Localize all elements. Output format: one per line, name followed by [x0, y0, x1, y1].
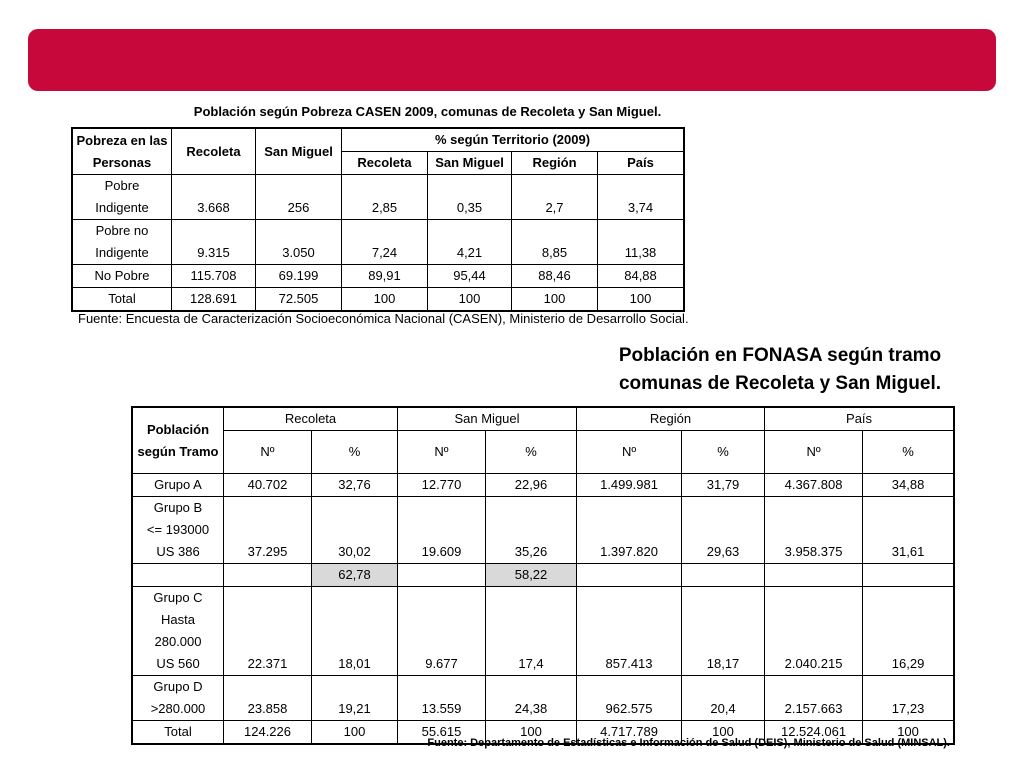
- table-cell: 9.315: [172, 220, 256, 265]
- table-cell: 40.702: [224, 474, 312, 497]
- row-label-line: [136, 564, 220, 586]
- table-cell: [765, 564, 863, 587]
- table-cell: 100: [428, 288, 512, 311]
- row-label-line: Grupo A: [154, 477, 202, 492]
- row-label-line: 280.000: [154, 634, 202, 649]
- table-cell: 3.050: [256, 220, 342, 265]
- table1-subheader: Región: [512, 152, 598, 175]
- table-cell: 55.615: [398, 721, 486, 744]
- table-cell: 3,74: [598, 175, 684, 220]
- table-cell: 22.371: [224, 587, 312, 676]
- table2-subheader: Nº: [398, 431, 486, 474]
- table2-subheader: Nº: [224, 431, 312, 474]
- table-cell: 95,44: [428, 265, 512, 288]
- row-label-line: Grupo C: [153, 590, 203, 605]
- row-label: [73, 288, 172, 311]
- table-cell: 1.397.820: [577, 497, 682, 564]
- table-cell: 4,21: [428, 220, 512, 265]
- row-label: [73, 265, 172, 288]
- table2-header-col1: Población según Tramo: [133, 408, 224, 474]
- table-cell: 69.199: [256, 265, 342, 288]
- table-cell: 100: [863, 721, 954, 744]
- row-label: [73, 220, 172, 265]
- table-cell: 11,38: [598, 220, 684, 265]
- table-cell: 62,78: [312, 564, 398, 587]
- table2-subheader: Nº: [765, 431, 863, 474]
- table-cell: 8,85: [512, 220, 598, 265]
- row-label: [73, 175, 172, 220]
- row-label-line: No Pobre: [94, 268, 150, 283]
- table2-row: [133, 676, 954, 721]
- table-cell: 19.609: [398, 497, 486, 564]
- table-cell: 1.499.981: [577, 474, 682, 497]
- table-cell: 34,88: [863, 474, 954, 497]
- row-label-line: Indigente: [95, 245, 149, 260]
- table1-title: Población según Pobreza CASEN 2009, comunas de Recoleta y San Miguel.: [193, 104, 662, 119]
- table-cell: 17,4: [486, 587, 577, 676]
- table-cell: 4.367.808: [765, 474, 863, 497]
- table-cell: 7,24: [342, 220, 428, 265]
- table-cell: [398, 564, 486, 587]
- table-cell: 29,63: [682, 497, 765, 564]
- table2-subheader: %: [863, 431, 954, 474]
- table-cell: 20,4: [682, 676, 765, 721]
- table-cell: 30,02: [312, 497, 398, 564]
- table-cell: 100: [598, 288, 684, 311]
- table-cell: 84,88: [598, 265, 684, 288]
- table2-title-line1: Población en FONASA según tramo: [618, 345, 942, 366]
- table-cell: 12.524.061: [765, 721, 863, 744]
- table2-row: [133, 474, 954, 497]
- table-cell: 962.575: [577, 676, 682, 721]
- table2-group-header: Recoleta: [224, 408, 398, 431]
- row-label-line: Total: [164, 724, 192, 739]
- table-cell: 16,29: [863, 587, 954, 676]
- row-label-line: Pobre no: [95, 223, 149, 238]
- table1-row: [73, 265, 684, 288]
- row-label: [133, 497, 224, 564]
- table-cell: 115.708: [172, 265, 256, 288]
- table-cell: 72.505: [256, 288, 342, 311]
- table-cell: 2,85: [342, 175, 428, 220]
- table-cell: 2.040.215: [765, 587, 863, 676]
- fonasa-table: [132, 407, 954, 744]
- row-label: [133, 474, 224, 497]
- table1-row: [73, 175, 684, 220]
- table-cell: 19,21: [312, 676, 398, 721]
- row-label-line: Total: [108, 291, 136, 306]
- table-cell: 857.413: [577, 587, 682, 676]
- table-cell: 9.677: [398, 587, 486, 676]
- table-cell: 18,01: [312, 587, 398, 676]
- table-cell: 124.226: [224, 721, 312, 744]
- table-cell: 88,46: [512, 265, 598, 288]
- table1-header-san-miguel: San Miguel: [256, 129, 342, 175]
- table1-subheader: San Miguel: [428, 152, 512, 175]
- table-cell: 18,17: [682, 587, 765, 676]
- table1-header-group: % según Territorio (2009): [342, 129, 684, 152]
- row-label-line: >280.000: [150, 701, 206, 716]
- table-cell: 256: [256, 175, 342, 220]
- table-cell: 24,38: [486, 676, 577, 721]
- table-cell: 22,96: [486, 474, 577, 497]
- table-cell: 2,7: [512, 175, 598, 220]
- table-cell: 12.770: [398, 474, 486, 497]
- row-label-line: Grupo B: [153, 500, 203, 515]
- table-cell: [577, 564, 682, 587]
- table-cell: 32,76: [312, 474, 398, 497]
- table2-source: Fuente: Departamento de Estadísticas e Información de Salud (DEIS), Ministerio de Salud (MINSAL).: [427, 737, 950, 749]
- row-label-line: <= 193000: [146, 522, 210, 537]
- table-cell: 37.295: [224, 497, 312, 564]
- table2-group-header: Región: [577, 408, 765, 431]
- table-cell: 17,23: [863, 676, 954, 721]
- table-cell: 100: [312, 721, 398, 744]
- table-cell: 100: [486, 721, 577, 744]
- table1-header-col1: Pobreza en las Personas: [73, 129, 172, 175]
- table2-title-line2: comunas de Recoleta y San Miguel.: [618, 373, 942, 394]
- row-label: [133, 676, 224, 721]
- row-label: [133, 564, 224, 587]
- table1-subheader: Recoleta: [342, 152, 428, 175]
- poverty-table: [72, 128, 684, 311]
- table2-row: [133, 587, 954, 676]
- table-cell: 3.958.375: [765, 497, 863, 564]
- table-cell: 3.668: [172, 175, 256, 220]
- row-label-line: US 386: [156, 544, 200, 559]
- row-label-line: Grupo D: [153, 679, 203, 694]
- table-cell: [224, 564, 312, 587]
- table1-row: [73, 288, 684, 311]
- table-cell: 0,35: [428, 175, 512, 220]
- table-cell: 89,91: [342, 265, 428, 288]
- table2-group-header: País: [765, 408, 954, 431]
- table-cell: 31,79: [682, 474, 765, 497]
- table-cell: 2.157.663: [765, 676, 863, 721]
- row-label-line: US 560: [156, 656, 200, 671]
- table2-subheader: Nº: [577, 431, 682, 474]
- table-cell: 23.858: [224, 676, 312, 721]
- table1-header-recoleta: Recoleta: [172, 129, 256, 175]
- table1-subheader: País: [598, 152, 684, 175]
- table2-subheader: %: [486, 431, 577, 474]
- table-cell: 35,26: [486, 497, 577, 564]
- table-cell: [682, 564, 765, 587]
- table-cell: 31,61: [863, 497, 954, 564]
- table2-title: [560, 342, 1000, 398]
- table-cell: 4.717.789: [577, 721, 682, 744]
- header-banner: [28, 29, 996, 91]
- table2-subheader: %: [312, 431, 398, 474]
- row-label-line: Pobre: [104, 178, 140, 193]
- row-label-line: Indigente: [95, 200, 149, 215]
- table2-row: [133, 564, 954, 587]
- table2-group-header: San Miguel: [398, 408, 577, 431]
- table2-subheader: %: [682, 431, 765, 474]
- table1-row: [73, 220, 684, 265]
- table2-row: [133, 497, 954, 564]
- table-cell: 100: [512, 288, 598, 311]
- table-cell: 128.691: [172, 288, 256, 311]
- table-cell: 100: [342, 288, 428, 311]
- table-cell: [863, 564, 954, 587]
- row-label: [133, 587, 224, 676]
- table1-source: Fuente: Encuesta de Caracterización Socioeconómica Nacional (CASEN), Ministerio de Desarrollo Social.: [78, 311, 689, 326]
- table-cell: 100: [682, 721, 765, 744]
- row-label-line: Hasta: [161, 612, 195, 627]
- table-cell: 13.559: [398, 676, 486, 721]
- row-label: [133, 721, 224, 744]
- table-cell: 58,22: [486, 564, 577, 587]
